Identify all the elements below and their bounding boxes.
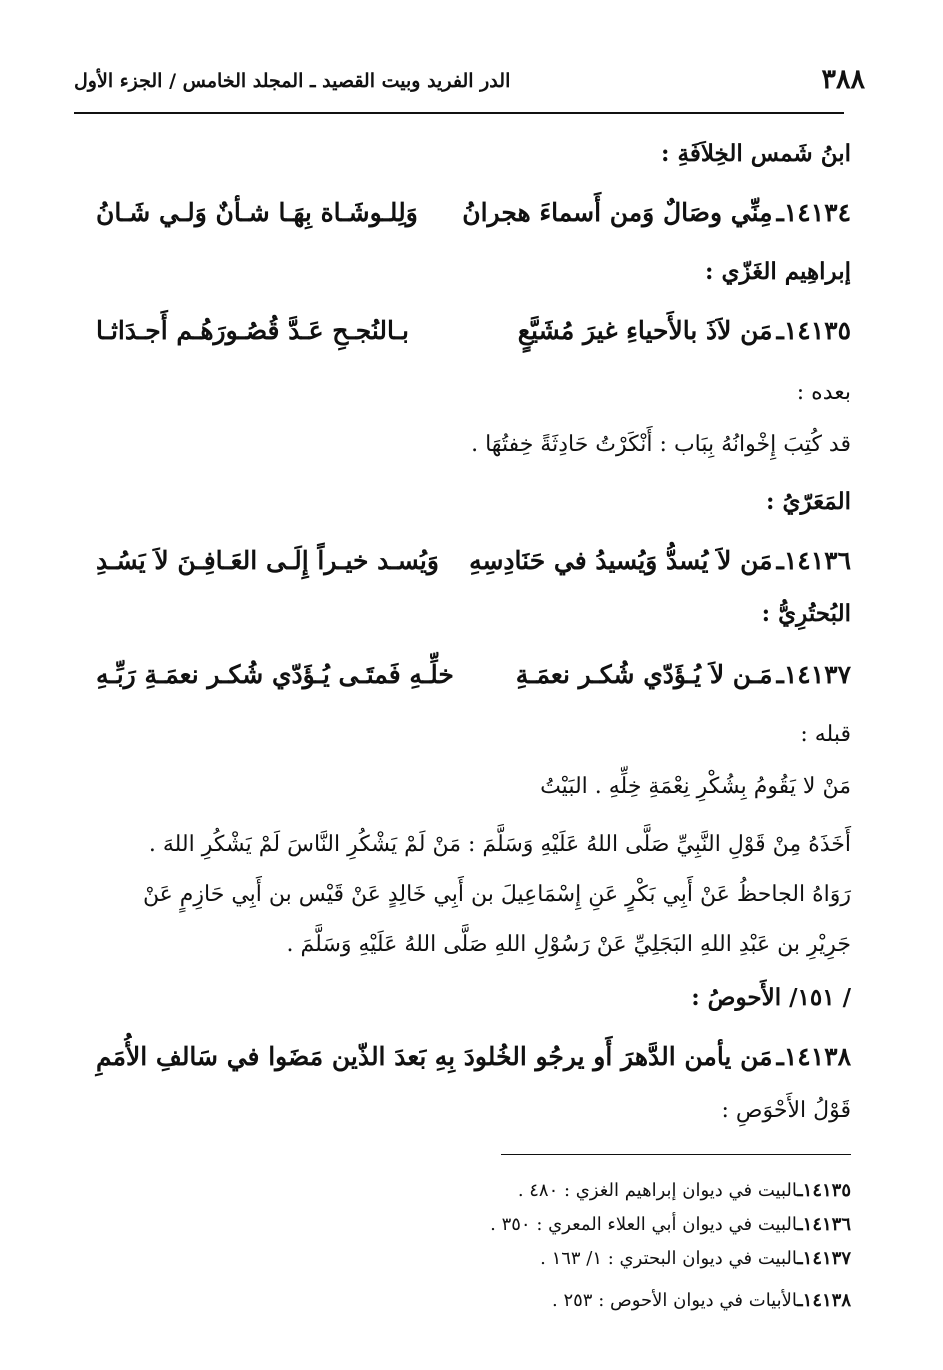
before-label: قبله : [800,722,851,747]
poet-name: البُحتُرِيُّ : [761,600,851,627]
closing-label: قَوْلُ الأَحْوَصِ : [721,1098,851,1123]
verse-first-text: مَـن لاَ يُـؤَدّي شُكـر نعمَـةِ [515,660,773,689]
footnote [540,1248,851,1269]
footnote [552,1290,851,1311]
verse-number: ١٤١٣٧ـ [776,660,851,689]
footnote [518,1180,851,1201]
after-text: قد كُتِبَ إِخْوانُهُ بِبَاب : أَنْكَرْتُ حَادِثَةً خِفتُهَا . [471,432,851,457]
verse-number: ١٤١٣٦ـ [776,546,851,575]
footnote-text: الأبيات في ديوان الأحوص : ٢٥٣ . [552,1290,798,1311]
poet-name: المَعَرّيُ : [766,488,851,515]
footnote-number: ١٤١٣٦ـ [797,1214,851,1235]
prose-line: رَوَاهُ الجاحظُ عَنْ أَبِي بَكْرٍ عَنِ إِسْمَاعِيلَ بن أَبِي خَالِدٍ عَنْ قَيْس بن أَبِي حَازِمٍ عَنْ [142,882,851,907]
verse-number: ١٤١٣٨ـ [776,1042,851,1071]
footnote-rule [501,1154,851,1155]
verse-first-hemistich [469,546,851,575]
running-title: الدر الفريد وبيت القصيد ـ المجلد الخامس / الجزء الأول [74,70,511,92]
poet-name: ابنُ شَمس الخِلاَفَةِ : [661,140,851,167]
verse-first-text: مَن لاَ يُسدُّ وَيُسيدُ في حَنَادِسِهِ [469,546,773,575]
after-label: بعده : [796,380,851,405]
header-rule [74,112,844,114]
verse-second-hemistich: وَلِلـوشَـاة بِهَـا شـأنٌ وَلـي شَـانُ [96,198,418,227]
verse-first-text: مَن لاَذَ بالأَحياءِ غيرَ مُشَيَّعٍ [517,316,773,345]
verse-first-text: مِنِّي وصَالٌ وَمن أَسماءَ هجرانُ [462,198,773,227]
verse-second-hemistich: بـالنُجـحِ عَـدَّ قُصُـورَهُـم أَجـدَاثـا [96,316,409,345]
verse-first-hemistich [518,316,851,345]
prose-line: أَخَذَهُ مِنْ قَوْلِ النَّبِيِّ صَلَّى اللهُ عَلَيْهِ وَسَلَّمَ : مَنْ لَمْ يَشْكُرِ النَّاسَ لَمْ يَشْكُرِ اللهَ . [148,832,851,857]
poet-name: إبراهِيم الغَزّي : [705,258,851,285]
verse-first-hemistich [516,660,851,689]
verse-second-hemistich: خلِّـهِ فَمتَـى يُـؤَدّي شُكـر نعمَـةِ رَبِّـهِ [96,660,454,689]
verse-second-hemistich: وَيُسـد خيـراً إِلَـى العَـافِـنَ لاَ يَسُـدِ [96,546,439,575]
verse-first-hemistich [462,198,851,227]
verse-first-hemistich [435,1042,851,1071]
page-number: ٣٨٨ [821,64,865,95]
before-text: مَنْ لا يَقُومُ بِشُكْرِ نِعْمَةِ خِلِّهِ . البَيْتُ [540,774,851,799]
poet-name: / ١٥١/ الأَحوصُ : [691,984,851,1011]
verse-second-hemistich: بَعدَ الذّين مَضَوا في سَالفِ الأُمَمِ [96,1042,427,1071]
prose-line: جَرِيْرِ بن عَبْدِ اللهِ البَجَلِيِّ عَنْ رَسُوْلِ اللهِ صَلَّى اللهُ عَلَيْهِ وَسَلَّمَ . [286,932,851,957]
footnote-text: البيت في ديوان إبراهيم الغزي : ٤٨٠ . [517,1180,798,1201]
footnote [490,1214,851,1235]
footnote-number: ١٤١٣٥ـ [797,1180,851,1201]
footnote-text: البيت في ديوان البحتري : ١/ ١٦٣ . [540,1248,798,1269]
verse-first-text: مَن يأمن الدَّهرَ أَو يرجُو الخُلودَ بِهِ [434,1042,773,1071]
footnote-text: البيت في ديوان أبي العلاء المعري : ٣٥٠ . [490,1214,798,1235]
footnote-number: ١٤١٣٧ـ [797,1248,851,1269]
verse-number: ١٤١٣٥ـ [776,316,851,345]
verse-number: ١٤١٣٤ـ [776,198,851,227]
footnote-number: ١٤١٣٨ـ [797,1290,851,1311]
